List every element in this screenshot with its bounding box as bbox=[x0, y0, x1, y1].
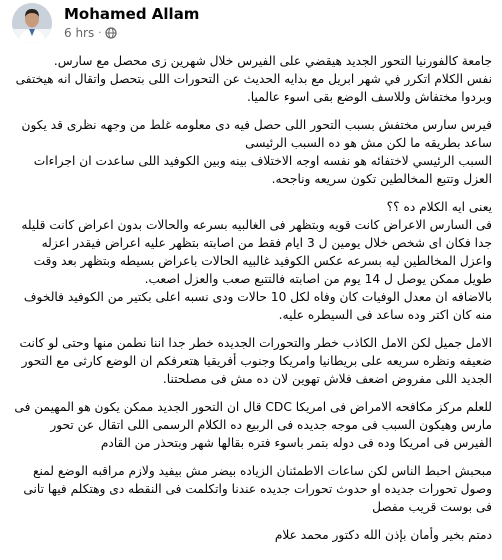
author-name[interactable]: Mohamed Allam bbox=[64, 5, 200, 23]
post-paragraph: مبحبش احبط الناس لكن ساعات الاطمئنان الزياده بيضر مش بيفيد ولازم مراقبه الوضع لمنع وصول تحورات جديده او حدوث تحورات جديده عندنا واتكلمت فى النقطه دى وهتكلم فيها تانى فى بوست قريب مفصل bbox=[23, 464, 492, 514]
post-header bbox=[0, 0, 502, 46]
post-timestamp[interactable]: 6 hrs bbox=[64, 26, 95, 40]
meta-separator: · bbox=[98, 27, 102, 39]
post-body bbox=[12, 52, 492, 554]
post-paragraph: للعلم مركز مكافحه الامراض فى امريكا CDC قال ان التحور الجديد ممكن يكون هو المهيمن فى مارس وهيكون السبب فى موجه جديده فى الربيع ده الكلام الرسمى اللى اتقال عن تحور الفيرس فى امريكا وده فى دوله بتمر باسوء فتره بقالها شهر وبتحذر من القادم bbox=[14, 400, 492, 450]
avatar-photo-icon bbox=[12, 3, 52, 43]
post-paragraph: الامل جميل لكن الامل الكاذب خطر والتحورات الجديده خطر جدا اننا نطمن منها وحتى لو كانت ضعيفه ونظره سريعه على بريطانيا وامريكا وجنوب أفريقيا هتعرفكم ان الوضع كارثى مع التحور الجديد اللى مفروض اضعف فلاش تهوين لان ده مش فى مصلحتنا. bbox=[19, 336, 492, 386]
avatar[interactable] bbox=[12, 3, 52, 43]
post-paragraph: يعنى ايه الكلام ده ؟؟ فى السارس الاعراض كانت قويه وبتظهر فى الغالبيه بسرعه والحالات بدون اعراض كانت قليله جدا فكان اى شخص خلال يومين ل 3 ايام فقط من اصابته بتظهر عليه اعراض فيقدر اعزله واعزل المخالطين ليه بسرعه عكس الكوفيد غالبيه الحالات باعراض بسيطه وبتظهر بعد وقت طويل ممكن يوصل ل 14 يوم من اصابته فالتتبع صعب والعزل اصعب. بالاضافه ان معدل الوفيات كان وفاه لكل 10 حالات ودى نسبه اعلى بكتير من الكوفيد فالخوف منه كان اكتر وده ساعد فى السيطره عليه. bbox=[21, 200, 492, 322]
post-signature: دمتم بخير وأمان بإذن الله دكتور محمد علام bbox=[274, 528, 492, 542]
globe-icon[interactable] bbox=[105, 27, 117, 39]
post-meta bbox=[64, 26, 117, 40]
post-paragraph: جامعة كالفورنيا التحور الجديد هيقضي على الفيرس خلال شهرين زى محصل مع سارس. نفس الكلام اتكرر في شهر ابريل مع بدايه الحديث عن التحورات اللى بتحصل واتقال انه هيختفى وبردوا مختفاش وللاسف الوضع بقى اسوء عالميا. bbox=[15, 54, 492, 104]
post-paragraph: فيرس سارس مختفش بسبب التحور اللى حصل فيه دى معلومه غلط من وجهه نظرى قد يكون ساعد بطريقه ما لكن مش هو ده السبب الرئيسى السبب الرئيسي لاختفائه هو نفسه اوجه الاختلاف بينه وبين الكوفيد اللى ساعدت ان اجراءات العزل وتتبع المخالطين تكون سريعه وناجحه. bbox=[21, 118, 492, 186]
